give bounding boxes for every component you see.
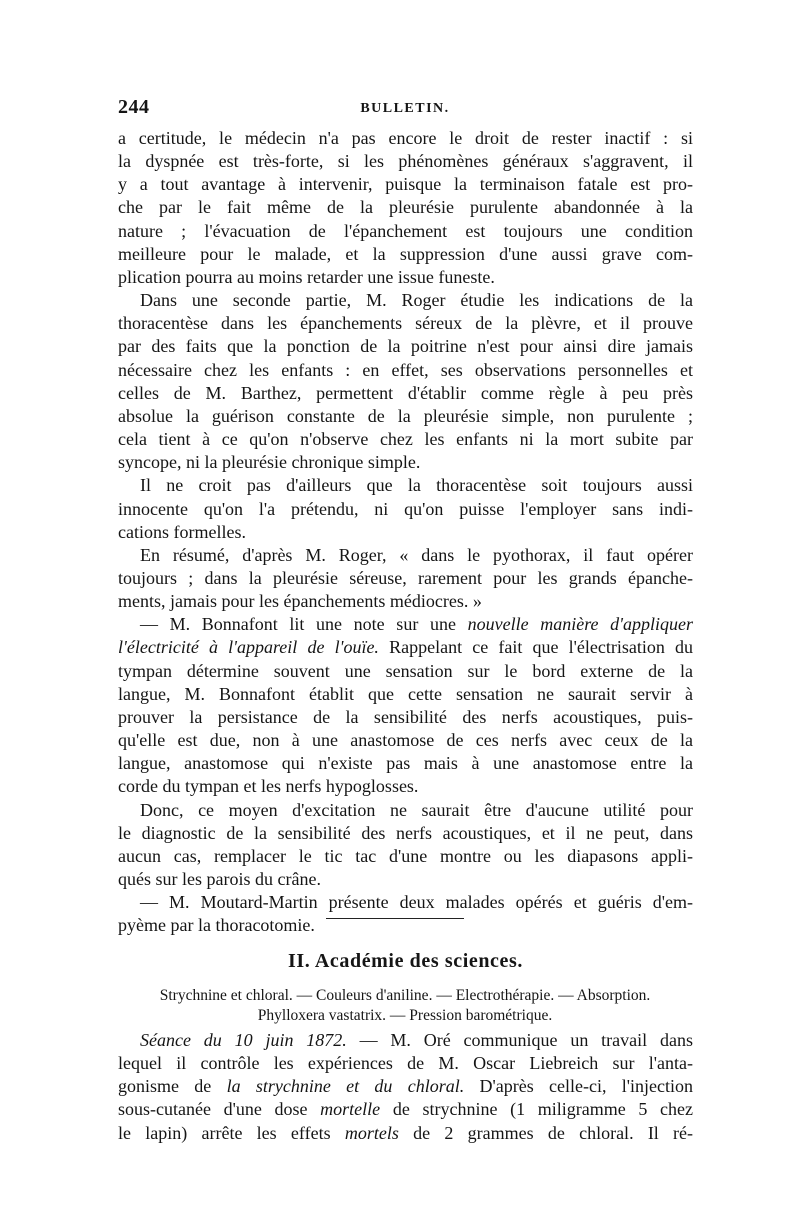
summary-line: Phylloxera vastatrix. — Pression barométrique. <box>257 1007 553 1024</box>
text-fragment: sous-cutanée d'une dose <box>118 1099 308 1120</box>
text-line: y a tout avantage à intervenir, puisque la terminaison fatale est pro- <box>118 174 693 195</box>
text-line: che par le fait même de la pleurésie purulente abandonnée à la <box>118 197 693 218</box>
paragraph-resume <box>118 544 693 613</box>
text-line: thoracentèse dans les épanchements séreux de la plèvre, et il prouve <box>118 313 693 334</box>
text-line: langue, M. Bonnafont établit que cette sensation ne saurait servir à <box>118 683 693 704</box>
text-line: En résumé, d'après M. Roger, « dans le pyothorax, il faut opérer <box>140 544 693 565</box>
text-line: meilleure pour le malade, et la suppression d'une aussi grave com- <box>118 243 693 264</box>
paragraph-bonnafont <box>118 613 693 798</box>
body-text <box>118 127 693 937</box>
paragraph-seconde-partie <box>118 289 693 474</box>
running-title: BULLETIN. <box>360 101 450 116</box>
text-line: qués sur les parois du crâne. <box>118 869 321 889</box>
text-line: pyème par la thoracotomie. <box>118 915 315 936</box>
italic-title: nouvelle manière d'appliquer <box>467 614 694 635</box>
text-line: plication pourra au moins retarder une issue funeste. <box>118 266 495 287</box>
text-line <box>118 1122 693 1145</box>
text-line: Dans une seconde partie, M. Roger étudie les indications de la <box>140 290 693 311</box>
paragraph-thoracentese <box>118 474 693 543</box>
paragraph-certitude <box>118 127 693 289</box>
running-head <box>118 96 692 120</box>
summary-line: Strychnine et chloral. — Couleurs d'aniline. — Electrothérapie. — Absorption. <box>159 987 651 1004</box>
text-line: le diagnostic de la sensibilité des nerfs acoustiques, et il ne peut, dans <box>118 822 693 843</box>
text-line: prouver la persistance de la sensibilité des nerfs acoustiques, puis- <box>118 706 693 727</box>
section-divider <box>326 918 464 919</box>
text-line: absolue la guérison constante de la pleurésie simple, non purulente ; <box>118 405 693 426</box>
text-line: toujours ; dans la pleurésie séreuse, rarement pour les grands épanche- <box>118 567 693 588</box>
text-line: corde du tympan et les nerfs hypoglosses. <box>118 776 419 797</box>
text-line: Donc, ce moyen d'excitation ne saurait être d'aucune utilité pour <box>140 799 693 820</box>
text-line: lequel il contrôle les expériences de M. Oscar Liebreich sur l'anta- <box>118 1053 693 1074</box>
text-line: Il ne croit pas d'ailleurs que la thoracentèse soit toujours aussi <box>140 475 693 496</box>
text-line: aucun cas, remplacer le tic tac d'une montre ou les diapasons appli- <box>118 845 693 866</box>
text-line: — M. Moutard-Martin présente deux malades opérés et guéris d'em- <box>140 892 693 913</box>
text-fragment: de strychnine (1 miligramme 5 chez <box>392 1099 693 1120</box>
text-line <box>118 636 693 659</box>
section-summary <box>108 986 702 1026</box>
text-line <box>118 613 693 636</box>
text-line: innocente qu'on l'a prétendu, ni qu'on puisse l'employer sans indi- <box>118 498 693 519</box>
text-fragment: — M. Bonnafont lit une note sur une <box>140 614 456 635</box>
text-line <box>118 1029 693 1052</box>
text-line: nature ; l'évacuation de l'épanchement est toujours une condition <box>118 220 693 241</box>
text-line: la dyspnée est très-forte, si les phénomènes généraux s'aggravent, il <box>118 151 693 172</box>
text-fragment: de 2 grammes de chloral. Il ré- <box>413 1122 694 1143</box>
section-heading: II. Académie des sciences. <box>287 950 523 972</box>
text-fragment: D'après celle-ci, l'injection <box>479 1076 693 1097</box>
text-line: a certitude, le médecin n'a pas encore le droit de rester inactif : si <box>118 128 693 148</box>
text-line: qu'elle est due, non à une anastomose de ces nerfs avec ceux de la <box>118 730 693 751</box>
italic-term: mortels <box>344 1122 399 1143</box>
text-line: ments, jamais pour les épanchements médiocres. » <box>118 591 482 612</box>
text-fragment: — M. Oré communique un travail dans <box>359 1030 693 1050</box>
session-paragraph <box>118 1029 693 1145</box>
text-fragment: le lapin) arrête les effets <box>118 1122 331 1143</box>
text-line: celles de M. Barthez, permettent d'établir comme règle à peu près <box>118 382 693 403</box>
session-date: Séance du 10 juin 1872. <box>140 1030 347 1050</box>
text-line: cela tient à ce qu'on n'observe chez les enfants ni la mort subite par <box>118 429 693 450</box>
italic-term: mortelle <box>320 1099 381 1120</box>
text-line <box>118 1098 693 1121</box>
text-line: syncope, ni la pleurésie chronique simple. <box>118 452 421 473</box>
paragraph-moutard-martin <box>118 891 693 937</box>
page-number: 244 <box>118 96 150 118</box>
italic-term: la strychnine et du chloral. <box>226 1076 465 1097</box>
italic-title: l'électricité à l'appareil de l'ouïe. <box>118 637 379 658</box>
text-line: cations formelles. <box>118 521 246 542</box>
text-line: langue, anastomose qui n'existe pas mais à une anastomose entre la <box>118 753 693 774</box>
text-line <box>118 1075 693 1098</box>
text-line: nécessaire chez les enfants : en effet, ses observations personnelles et <box>118 359 693 380</box>
text-line: par des faits que la ponction de la poitrine n'est pour ainsi dire jamais <box>118 336 693 357</box>
text-line: tympan détermine souvent une sensation sur le bord externe de la <box>118 660 693 681</box>
paragraph-donc <box>118 799 693 892</box>
text-fragment: Rappelant ce fait que l'électrisation du <box>389 637 693 658</box>
text-fragment: gonisme de <box>118 1076 212 1097</box>
